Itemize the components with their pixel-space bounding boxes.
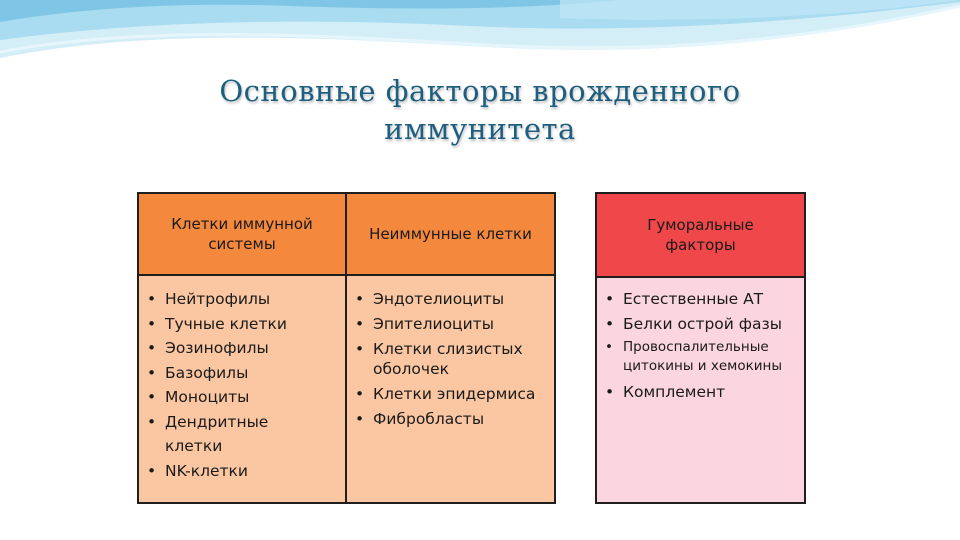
column-header-label: Неиммунные клетки xyxy=(369,225,532,243)
list-item: • NK-клетки xyxy=(139,459,345,484)
column-body-humoral-factors xyxy=(595,276,806,504)
list-item: • Фибробласты xyxy=(347,407,554,432)
column-header-immune-cells xyxy=(137,192,347,276)
column-header-humoral-factors xyxy=(595,192,806,278)
list-item: • Естественные АТ xyxy=(597,287,804,312)
immune-cells-list xyxy=(139,287,345,483)
page-title-line-2: иммунитета xyxy=(384,112,576,146)
list-item: • Эозинофилы xyxy=(139,336,345,361)
list-item: • Моноциты xyxy=(139,385,345,410)
list-item: • Эпителиоциты xyxy=(347,312,554,337)
humoral-factors-list xyxy=(597,287,804,405)
non-immune-cells-list xyxy=(347,287,554,431)
page-title xyxy=(80,72,880,148)
list-item: • Нейтрофилы xyxy=(139,287,345,312)
page-title-line-1: Основные факторы врожденного xyxy=(219,74,741,108)
column-body-immune-cells xyxy=(137,274,347,504)
list-item: • Клетки эпидермиса xyxy=(347,382,554,407)
list-item: • Комплемент xyxy=(597,380,804,405)
column-header-label: Гуморальные факторы xyxy=(647,216,754,254)
list-item: • Белки острой фазы xyxy=(597,312,804,337)
list-item: • Провоспалительные цитокины и хемокины xyxy=(597,338,783,376)
column-header-non-immune-cells xyxy=(345,192,556,276)
list-item: • Дендритные клетки xyxy=(139,410,265,459)
list-item: • Тучные клетки xyxy=(139,312,345,337)
list-item: • Эндотелиоциты xyxy=(347,287,554,312)
list-item: • Базофилы xyxy=(139,361,345,386)
column-body-non-immune-cells xyxy=(345,274,556,504)
list-item: • Клетки слизистых оболочек xyxy=(347,339,523,379)
column-header-label: Клетки иммунной системы xyxy=(171,215,313,253)
